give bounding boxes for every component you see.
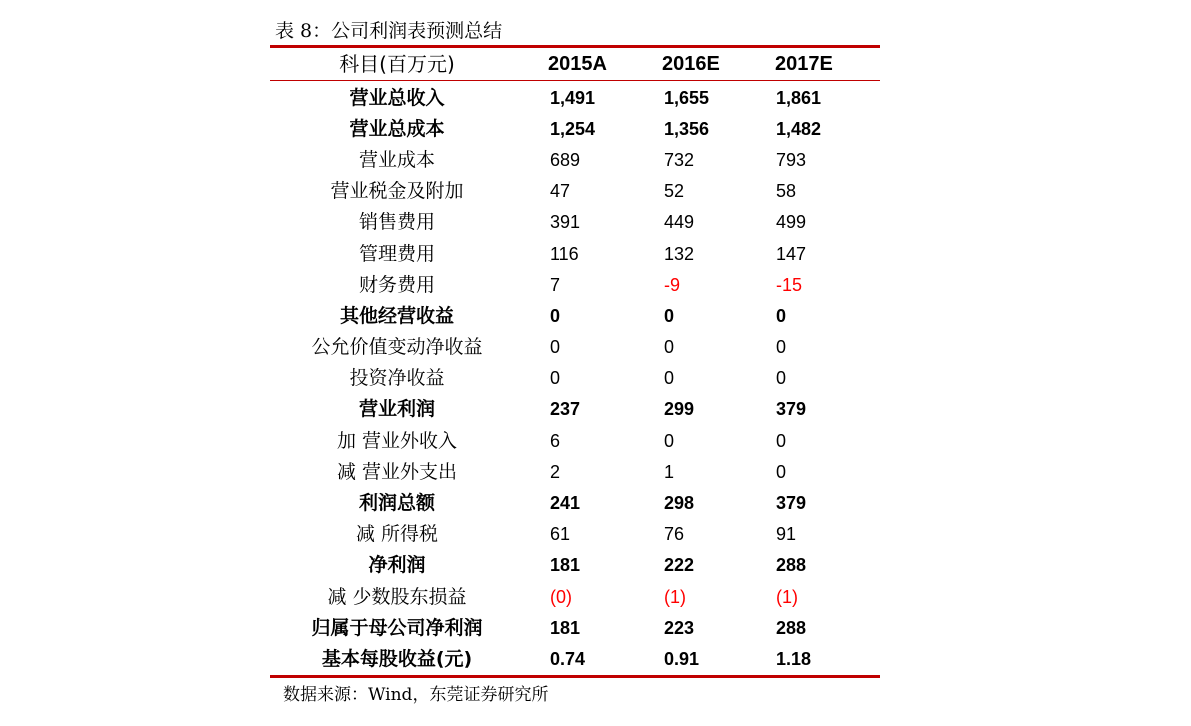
row-value: 147 (776, 243, 807, 264)
table-row (270, 643, 880, 674)
row-value: 449 (664, 212, 695, 233)
row-value: (1) (664, 586, 686, 607)
row-label: 减 所得税 (355, 523, 439, 546)
row-value: 237 (550, 399, 581, 420)
row-label: 加 营业外收入 (336, 429, 458, 452)
row-value: 1,482 (776, 118, 822, 139)
row-value: 116 (550, 243, 579, 264)
row-value: 1,491 (550, 87, 596, 108)
row-label: 营业总成本 (349, 117, 445, 140)
row-value: (0) (550, 586, 572, 607)
row-value: -9 (664, 274, 681, 295)
row-value: 6 (550, 430, 561, 451)
row-value: 0 (776, 461, 787, 482)
table-row (270, 519, 880, 550)
row-value: 391 (550, 212, 581, 233)
row-value: 132 (664, 243, 695, 264)
row-label: 归属于母公司净利润 (311, 616, 483, 639)
row-value: 0 (776, 337, 787, 358)
row-label: 减 营业外支出 (336, 460, 458, 483)
row-value: 61 (550, 524, 571, 545)
table-body (270, 82, 880, 675)
table-row (270, 550, 880, 581)
header-cell-item: 科目(百万元) (339, 52, 455, 76)
row-label: 营业税金及附加 (330, 180, 464, 203)
row-label: 管理费用 (358, 242, 435, 265)
table-row (270, 113, 880, 144)
table-row (270, 300, 880, 331)
table-row (270, 612, 880, 643)
row-label: 营业利润 (358, 398, 435, 421)
row-label: 净利润 (368, 554, 426, 577)
table-row (270, 581, 880, 612)
bottom-rule (270, 675, 880, 678)
table-title: 表 8：公司利润表预测总结 (275, 20, 503, 42)
row-value: 0 (776, 305, 787, 326)
header-rule (270, 80, 880, 81)
row-value: 1,655 (664, 87, 710, 108)
row-value: 47 (550, 181, 571, 202)
row-value: 298 (664, 493, 695, 514)
table-row (270, 394, 880, 425)
row-value: 0 (550, 337, 561, 358)
row-label: 营业成本 (358, 148, 435, 171)
table-row (270, 176, 880, 207)
row-value: 0 (776, 368, 787, 389)
row-label: 减 少数股东损益 (327, 585, 467, 608)
row-value: 223 (664, 617, 695, 638)
row-value: 2 (550, 461, 561, 482)
row-label: 投资净收益 (349, 367, 445, 390)
table-row (270, 363, 880, 394)
row-value: 689 (550, 149, 581, 170)
header-cell-year: 2016E (662, 53, 720, 75)
row-value: 181 (550, 617, 581, 638)
table-row (270, 269, 880, 300)
row-value: 793 (776, 149, 807, 170)
row-value: 0.91 (664, 648, 700, 669)
table-row (270, 82, 880, 113)
row-label: 营业总收入 (349, 86, 445, 109)
row-value: 0 (664, 337, 675, 358)
table-row (270, 332, 880, 363)
row-value: 181 (550, 555, 581, 576)
row-label: 利润总额 (358, 492, 435, 515)
row-value: 0 (664, 305, 675, 326)
table-row (270, 144, 880, 175)
row-label: 销售费用 (358, 211, 435, 234)
row-value: 299 (664, 399, 695, 420)
row-value: 241 (550, 493, 581, 514)
source-note: 数据来源：Wind，东莞证券研究所 (283, 685, 549, 705)
row-value: 1,254 (550, 118, 596, 139)
row-value: 1 (664, 461, 675, 482)
row-value: 1.18 (776, 648, 812, 669)
row-value: 52 (664, 181, 685, 202)
row-value: 288 (776, 555, 807, 576)
header-cell-year: 2017E (775, 53, 833, 75)
row-value: 91 (776, 524, 797, 545)
row-value: 58 (776, 181, 797, 202)
row-value: 76 (664, 524, 685, 545)
table-row (270, 238, 880, 269)
header-cell-year: 2015A (548, 53, 607, 75)
row-label: 财务费用 (358, 273, 435, 296)
row-value: 0 (550, 305, 561, 326)
row-value: 379 (776, 399, 807, 420)
table-row (270, 487, 880, 518)
row-label: 基本每股收益(元) (321, 647, 473, 670)
row-value: 1,356 (664, 118, 710, 139)
row-label: 其他经营收益 (339, 304, 454, 327)
row-value: 0 (664, 430, 675, 451)
row-value: 1,861 (776, 87, 822, 108)
row-label: 公允价值变动净收益 (311, 336, 483, 359)
row-value: 0 (550, 368, 561, 389)
row-value: 288 (776, 617, 807, 638)
row-value: 222 (664, 555, 695, 576)
row-value: 0 (776, 430, 787, 451)
table-row (270, 207, 880, 238)
row-value: -15 (776, 274, 803, 295)
row-value: 0 (664, 368, 675, 389)
row-value: (1) (776, 586, 798, 607)
row-value: 379 (776, 493, 807, 514)
row-value: 0.74 (550, 648, 586, 669)
table-row (270, 425, 880, 456)
table-row (270, 456, 880, 487)
row-value: 499 (776, 212, 807, 233)
table-header (270, 48, 880, 80)
row-value: 7 (550, 274, 561, 295)
row-value: 732 (664, 149, 695, 170)
